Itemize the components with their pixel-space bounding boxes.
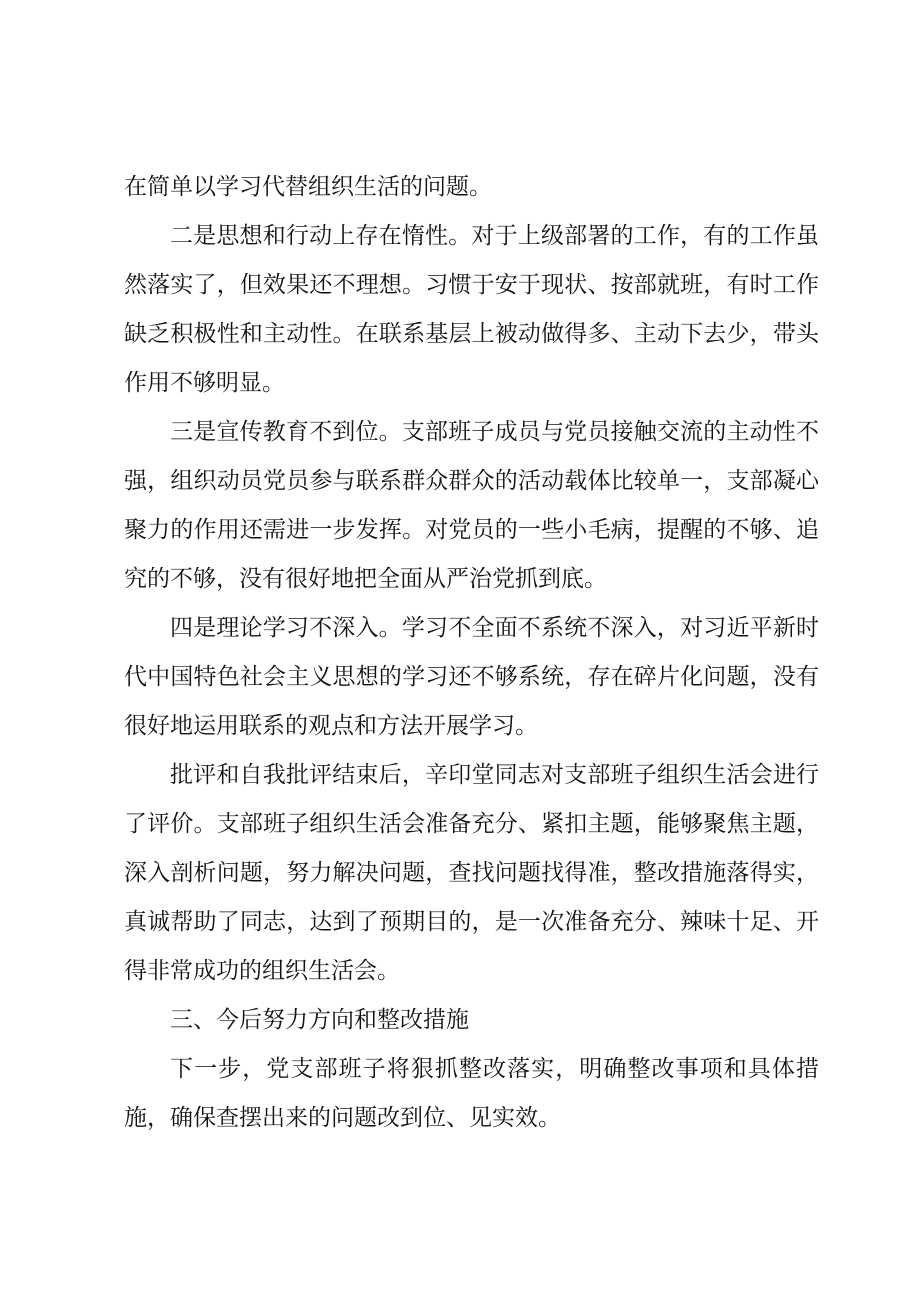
paragraph-next-step: 下一步，党支部班子将狠抓整改落实，明确整改事项和具体措施，确保查摆出来的问题改到位、见实效。 bbox=[124, 1056, 819, 1131]
paragraph-issue-three: 三是宣传教育不到位。支部班子成员与党员接触交流的主动性不强，组织动员党员参与联系群众群众的活动载体比较单一，支部凝心聚力的作用还需进一步发挥。对党员的一些小毛病，提醒的不够、追究的不够，没有很好地把全面从严治党抓到底。 bbox=[124, 419, 819, 592]
paragraph-issue-four: 四是理论学习不深入。学习不全面不系统不深入，对习近平新时代中国特色社会主义思想的学习还不够系统，存在碎片化问题，没有很好地运用联系的观点和方法开展学习。 bbox=[124, 615, 819, 739]
section-heading: 三、今后努力方向和整改措施 bbox=[170, 1007, 469, 1033]
document-body bbox=[124, 163, 819, 1143]
paragraph-evaluation: 批评和自我批评结束后，辛印堂同志对支部班子组织生活会进行了评价。支部班子组织生活会准备充分、紧扣主题，能够聚焦主题，深入剖析问题，努力解决问题，查找问题找得准，整改措施落得实，真诚帮助了同志，达到了预期目的，是一次准备充分、辣味十足、开得非常成功的组织生活会。 bbox=[124, 762, 819, 984]
paragraph-issue-two: 二是思想和行动上存在惰性。对于上级部署的工作，有的工作虽然落实了，但效果还不理想。习惯于安于现状、按部就班，有时工作缺乏积极性和主动性。在联系基层上被动做得多、主动下去少，带头作用不够明显。 bbox=[124, 223, 819, 396]
paragraph-continuation: 在简单以学习代替组织生活的问题。 bbox=[124, 174, 492, 200]
